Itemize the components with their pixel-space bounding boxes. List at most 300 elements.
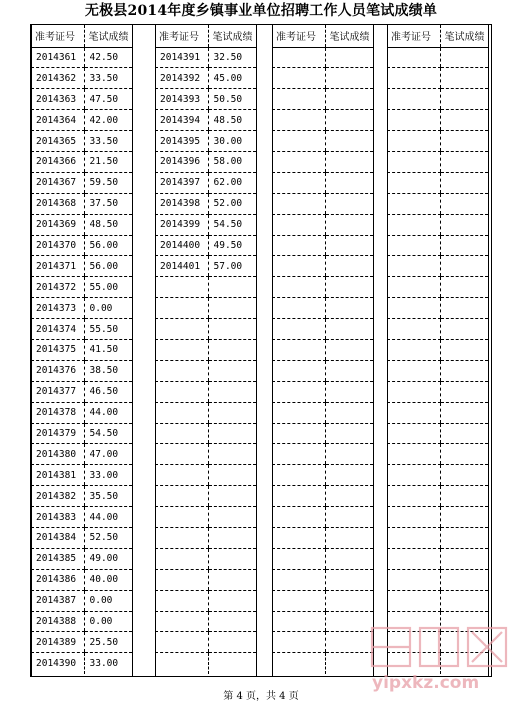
score-cell: 35.50	[84, 486, 132, 507]
column-header-id: 准考证号	[31, 25, 84, 47]
exam-id-cell	[272, 339, 325, 360]
score-cell: 0.00	[84, 611, 132, 632]
watermark-url: yipxkz.com	[372, 673, 480, 693]
table-row	[155, 277, 256, 298]
table-row	[155, 235, 256, 256]
exam-id-cell: 2014387	[31, 590, 84, 611]
exam-id-cell: 2014377	[31, 381, 84, 402]
table-row	[387, 214, 488, 235]
exam-id-cell	[155, 527, 208, 548]
column-header-score: 笔试成绩	[208, 25, 256, 47]
table-row	[155, 653, 256, 674]
exam-id-cell	[272, 256, 325, 277]
score-cell	[440, 89, 488, 110]
score-cell	[208, 632, 256, 653]
exam-id-cell: 2014371	[31, 256, 84, 277]
exam-id-cell	[387, 277, 440, 298]
table-row	[31, 402, 132, 423]
table-row	[31, 131, 132, 152]
score-cell	[325, 172, 373, 193]
panel-border-right	[488, 25, 489, 676]
exam-id-cell	[272, 590, 325, 611]
exam-id-cell	[387, 172, 440, 193]
table-row	[155, 381, 256, 402]
score-cell: 48.50	[208, 110, 256, 131]
table-row	[155, 632, 256, 653]
exam-id-cell	[272, 632, 325, 653]
table-row	[272, 68, 373, 89]
table-row	[387, 465, 488, 486]
score-cell	[208, 339, 256, 360]
score-cell: 49.50	[208, 235, 256, 256]
exam-id-cell: 2014383	[31, 507, 84, 528]
exam-id-cell	[272, 507, 325, 528]
score-cell: 52.50	[84, 527, 132, 548]
score-cell	[440, 68, 488, 89]
score-cell	[208, 653, 256, 674]
score-cell: 57.00	[208, 256, 256, 277]
exam-id-cell	[387, 151, 440, 172]
table-row	[31, 47, 132, 68]
table-row	[272, 653, 373, 674]
exam-id-cell	[272, 381, 325, 402]
score-cell	[208, 527, 256, 548]
exam-id-cell	[387, 235, 440, 256]
exam-id-cell	[155, 360, 208, 381]
score-cell	[440, 256, 488, 277]
table-row	[31, 89, 132, 110]
panel-border-left	[155, 25, 156, 676]
table-row	[272, 402, 373, 423]
table-row	[387, 402, 488, 423]
table-row	[31, 486, 132, 507]
table-row	[272, 590, 373, 611]
exam-id-cell	[387, 486, 440, 507]
table-row	[272, 151, 373, 172]
table-row	[155, 465, 256, 486]
exam-id-cell	[387, 214, 440, 235]
score-cell	[440, 402, 488, 423]
table-row	[272, 381, 373, 402]
score-cell	[325, 47, 373, 68]
table-row	[272, 110, 373, 131]
score-cell: 54.50	[84, 423, 132, 444]
column-header-score: 笔试成绩	[84, 25, 132, 47]
exam-id-cell	[155, 653, 208, 674]
table-row	[31, 68, 132, 89]
table-row	[387, 277, 488, 298]
score-cell: 25.50	[84, 632, 132, 653]
table-row	[155, 110, 256, 131]
score-cell	[440, 235, 488, 256]
score-cell	[440, 486, 488, 507]
score-cell: 21.50	[84, 151, 132, 172]
score-cell: 38.50	[84, 360, 132, 381]
table-row	[155, 131, 256, 152]
exam-id-cell: 2014378	[31, 402, 84, 423]
exam-id-cell: 2014398	[155, 193, 208, 214]
score-cell	[208, 444, 256, 465]
table-row	[155, 68, 256, 89]
score-cell	[325, 444, 373, 465]
score-cell: 58.00	[208, 151, 256, 172]
exam-id-cell	[387, 381, 440, 402]
table-row	[387, 486, 488, 507]
table-row	[155, 486, 256, 507]
watermark-logo-text	[372, 628, 506, 666]
score-cell	[440, 548, 488, 569]
exam-id-cell	[387, 402, 440, 423]
exam-id-cell	[272, 360, 325, 381]
table-row	[387, 360, 488, 381]
score-cell: 47.00	[84, 444, 132, 465]
exam-id-cell	[387, 298, 440, 319]
table-row	[272, 89, 373, 110]
table-row	[387, 319, 488, 340]
score-cell: 41.50	[84, 339, 132, 360]
exam-id-cell	[272, 486, 325, 507]
exam-id-cell	[155, 444, 208, 465]
score-cell: 0.00	[84, 298, 132, 319]
exam-id-cell: 2014370	[31, 235, 84, 256]
table-row	[31, 653, 132, 674]
table-row	[31, 339, 132, 360]
score-cell	[325, 89, 373, 110]
page-title: 无极县2014年度乡镇事业单位招聘工作人员笔试成绩单	[84, 3, 438, 19]
table-row	[155, 172, 256, 193]
score-cell: 42.50	[84, 47, 132, 68]
table-row	[387, 298, 488, 319]
panel-border-left	[272, 25, 273, 676]
score-cell	[325, 256, 373, 277]
table-row	[272, 486, 373, 507]
table-row	[387, 444, 488, 465]
score-cell: 46.50	[84, 381, 132, 402]
score-cell	[440, 172, 488, 193]
table-row	[272, 611, 373, 632]
score-cell	[440, 339, 488, 360]
table-row	[31, 172, 132, 193]
exam-id-cell	[155, 486, 208, 507]
score-table	[272, 25, 373, 674]
exam-id-cell	[387, 360, 440, 381]
exam-id-cell: 2014362	[31, 68, 84, 89]
exam-id-cell	[387, 89, 440, 110]
exam-id-cell	[155, 339, 208, 360]
exam-id-cell: 2014374	[31, 319, 84, 340]
table-row	[155, 548, 256, 569]
table-row	[272, 444, 373, 465]
exam-id-cell: 2014384	[31, 527, 84, 548]
exam-id-cell	[155, 277, 208, 298]
exam-id-cell	[387, 110, 440, 131]
exam-id-cell	[272, 131, 325, 152]
score-cell	[325, 423, 373, 444]
score-cell: 48.50	[84, 214, 132, 235]
exam-id-cell	[272, 423, 325, 444]
table-row	[31, 277, 132, 298]
score-cell	[325, 486, 373, 507]
score-cell: 40.00	[84, 569, 132, 590]
score-cell	[208, 611, 256, 632]
table-row	[272, 131, 373, 152]
exam-id-cell	[272, 569, 325, 590]
score-cell: 42.00	[84, 110, 132, 131]
score-cell	[208, 590, 256, 611]
score-panel-4	[387, 25, 488, 676]
exam-id-cell	[155, 465, 208, 486]
panel-border-left	[31, 25, 32, 676]
exam-id-cell	[387, 465, 440, 486]
score-cell: 44.00	[84, 402, 132, 423]
exam-id-cell: 2014367	[31, 172, 84, 193]
table-row	[272, 339, 373, 360]
table-row	[31, 360, 132, 381]
table-row	[155, 339, 256, 360]
exam-id-cell: 2014369	[31, 214, 84, 235]
score-cell	[208, 360, 256, 381]
table-row	[272, 527, 373, 548]
exam-id-cell: 2014368	[31, 193, 84, 214]
score-panel-3	[272, 25, 373, 676]
column-header-id: 准考证号	[155, 25, 208, 47]
exam-id-cell: 2014385	[31, 548, 84, 569]
score-cell	[208, 298, 256, 319]
score-cell	[325, 360, 373, 381]
score-cell	[440, 110, 488, 131]
table-row	[155, 507, 256, 528]
score-sheet-frame	[30, 24, 492, 677]
score-cell: 33.50	[84, 68, 132, 89]
table-row	[387, 548, 488, 569]
panel-border-left	[387, 25, 388, 676]
score-cell	[325, 319, 373, 340]
exam-id-cell	[155, 632, 208, 653]
score-cell	[440, 360, 488, 381]
score-panel-2	[155, 25, 256, 676]
table-row	[155, 527, 256, 548]
exam-id-cell	[272, 465, 325, 486]
table-row	[387, 339, 488, 360]
exam-id-cell	[155, 569, 208, 590]
score-cell	[208, 486, 256, 507]
table-row	[155, 402, 256, 423]
table-row	[31, 465, 132, 486]
score-cell	[325, 339, 373, 360]
table-row	[272, 47, 373, 68]
table-row	[155, 89, 256, 110]
exam-id-cell: 2014401	[155, 256, 208, 277]
exam-id-cell: 2014361	[31, 47, 84, 68]
exam-id-cell: 2014372	[31, 277, 84, 298]
score-cell	[440, 47, 488, 68]
score-cell	[325, 214, 373, 235]
score-cell	[325, 131, 373, 152]
table-row	[31, 590, 132, 611]
table-row	[155, 423, 256, 444]
score-cell	[208, 548, 256, 569]
exam-id-cell	[387, 569, 440, 590]
score-cell: 56.00	[84, 235, 132, 256]
exam-id-cell: 2014389	[31, 632, 84, 653]
score-cell	[440, 527, 488, 548]
score-cell	[440, 423, 488, 444]
table-row	[31, 507, 132, 528]
exam-id-cell: 2014382	[31, 486, 84, 507]
exam-id-cell	[272, 527, 325, 548]
exam-id-cell	[272, 548, 325, 569]
exam-id-cell: 2014393	[155, 89, 208, 110]
table-row	[31, 569, 132, 590]
score-cell: 54.50	[208, 214, 256, 235]
exam-id-cell: 2014365	[31, 131, 84, 152]
table-row	[31, 214, 132, 235]
table-row	[31, 319, 132, 340]
exam-id-cell	[387, 68, 440, 89]
score-cell: 59.50	[84, 172, 132, 193]
score-cell: 55.50	[84, 319, 132, 340]
score-cell	[208, 402, 256, 423]
exam-id-cell	[272, 444, 325, 465]
exam-id-cell	[272, 68, 325, 89]
table-row	[31, 548, 132, 569]
score-cell	[440, 381, 488, 402]
table-row	[272, 632, 373, 653]
exam-id-cell: 2014379	[31, 423, 84, 444]
score-table	[155, 25, 256, 674]
score-cell	[325, 193, 373, 214]
exam-id-cell	[387, 548, 440, 569]
score-cell	[208, 569, 256, 590]
exam-id-cell	[155, 298, 208, 319]
exam-id-cell: 2014366	[31, 151, 84, 172]
exam-id-cell	[387, 527, 440, 548]
table-row	[387, 110, 488, 131]
table-row	[387, 423, 488, 444]
exam-id-cell: 2014375	[31, 339, 84, 360]
score-cell	[325, 110, 373, 131]
header-row	[387, 25, 488, 47]
score-cell	[325, 465, 373, 486]
table-row	[387, 193, 488, 214]
exam-id-cell	[272, 653, 325, 674]
score-cell	[208, 423, 256, 444]
score-cell	[440, 214, 488, 235]
score-cell	[440, 465, 488, 486]
score-cell: 37.50	[84, 193, 132, 214]
exam-id-cell	[387, 131, 440, 152]
score-cell: 47.50	[84, 89, 132, 110]
exam-id-cell: 2014388	[31, 611, 84, 632]
score-cell: 56.00	[84, 256, 132, 277]
exam-id-cell	[155, 590, 208, 611]
exam-id-cell: 2014392	[155, 68, 208, 89]
score-cell: 33.00	[84, 465, 132, 486]
score-cell	[325, 151, 373, 172]
exam-id-cell: 2014386	[31, 569, 84, 590]
table-row	[155, 47, 256, 68]
score-cell	[325, 653, 373, 674]
table-row	[31, 611, 132, 632]
score-cell	[208, 319, 256, 340]
table-row	[155, 569, 256, 590]
exam-id-cell: 2014399	[155, 214, 208, 235]
exam-id-cell	[155, 548, 208, 569]
score-cell	[325, 298, 373, 319]
score-cell	[440, 151, 488, 172]
score-cell	[440, 444, 488, 465]
table-row	[272, 193, 373, 214]
table-row	[387, 590, 488, 611]
exam-id-cell	[272, 277, 325, 298]
table-row	[387, 172, 488, 193]
exam-id-cell	[272, 172, 325, 193]
score-panel-1	[31, 25, 132, 676]
table-row	[387, 381, 488, 402]
table-row	[155, 256, 256, 277]
exam-id-cell	[387, 590, 440, 611]
score-cell: 55.00	[84, 277, 132, 298]
table-row	[272, 235, 373, 256]
table-row	[272, 277, 373, 298]
score-cell	[208, 507, 256, 528]
score-cell: 50.50	[208, 89, 256, 110]
exam-id-cell: 2014380	[31, 444, 84, 465]
panel-border-right	[256, 25, 257, 676]
score-cell	[325, 277, 373, 298]
table-row	[155, 319, 256, 340]
watermark-logo	[368, 624, 518, 694]
table-row	[272, 423, 373, 444]
table-row	[155, 444, 256, 465]
header-row	[31, 25, 132, 47]
table-row	[31, 151, 132, 172]
score-cell	[440, 298, 488, 319]
score-cell: 44.00	[84, 507, 132, 528]
score-cell: 33.00	[84, 653, 132, 674]
column-header-score: 笔试成绩	[325, 25, 373, 47]
panel-border-right	[373, 25, 374, 676]
score-cell	[440, 507, 488, 528]
score-table	[31, 25, 132, 674]
score-cell	[325, 381, 373, 402]
exam-id-cell: 2014363	[31, 89, 84, 110]
exam-id-cell	[387, 256, 440, 277]
exam-id-cell	[387, 47, 440, 68]
exam-id-cell	[387, 444, 440, 465]
exam-id-cell	[272, 47, 325, 68]
table-row	[155, 214, 256, 235]
exam-id-cell: 2014395	[155, 131, 208, 152]
score-cell: 32.50	[208, 47, 256, 68]
exam-id-cell	[272, 89, 325, 110]
table-row	[31, 235, 132, 256]
score-cell: 62.00	[208, 172, 256, 193]
column-header-id: 准考证号	[272, 25, 325, 47]
exam-id-cell	[272, 298, 325, 319]
score-cell	[440, 590, 488, 611]
table-row	[387, 569, 488, 590]
exam-id-cell: 2014376	[31, 360, 84, 381]
table-row	[31, 423, 132, 444]
header-row	[155, 25, 256, 47]
column-header-id: 准考证号	[387, 25, 440, 47]
score-cell	[440, 193, 488, 214]
score-cell	[325, 527, 373, 548]
exam-id-cell: 2014394	[155, 110, 208, 131]
score-cell: 30.00	[208, 131, 256, 152]
table-row	[272, 360, 373, 381]
